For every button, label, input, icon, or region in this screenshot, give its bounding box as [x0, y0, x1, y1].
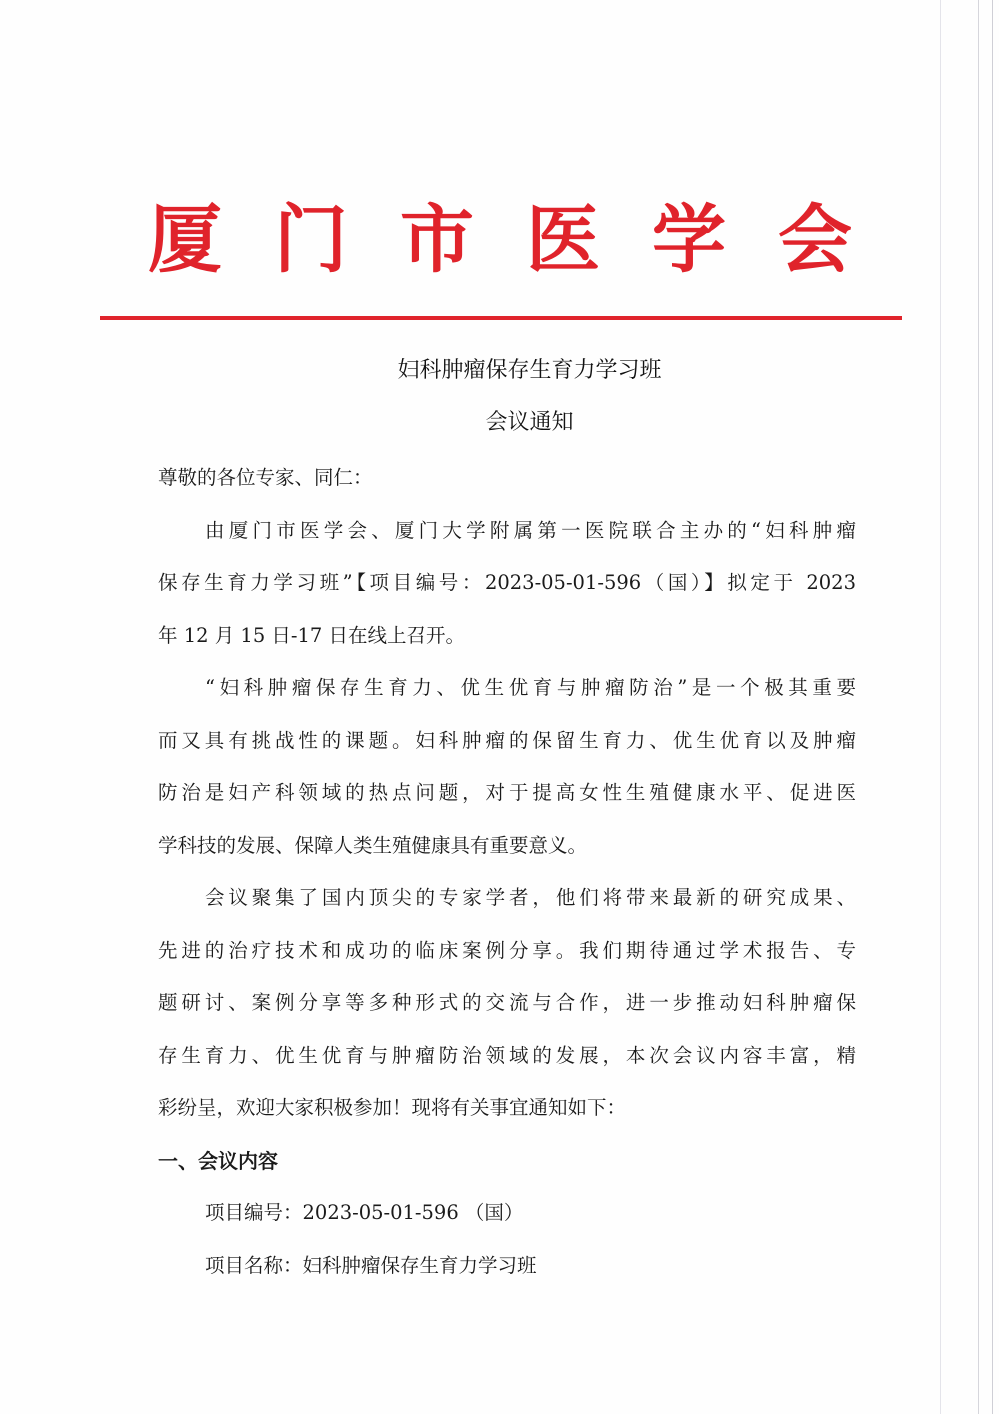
paragraph-line: 由厦门市医学会、厦门大学附属第一医院联合主办的“妇科肿瘤: [205, 518, 856, 542]
paragraph-line: 彩纷呈，欢迎大家积极参加！现将有关事宜通知如下：: [158, 1096, 627, 1119]
project-name: 项目名称：妇科肿瘤保存生育力学习班: [205, 1253, 537, 1277]
paragraph-line: “妇科肿瘤保存生育力、优生优育与肿瘤防治”是一个极其重要: [205, 676, 856, 699]
letterhead-char: 会: [778, 197, 852, 283]
letterhead-org-name: [140, 195, 860, 285]
scan-edge-line: [992, 0, 993, 1414]
letterhead-char: 医: [526, 197, 600, 283]
paragraph-line: 先进的治疗技术和成功的临床案例分享。我们期待通过学术报告、专: [158, 938, 856, 962]
project-number: 项目编号：2023-05-01-596 （国）: [205, 1201, 524, 1224]
document-title: 妇科肿瘤保存生育力学习班: [397, 358, 662, 383]
paragraph-line: 年 12 月 15 日-17 日在线上召开。: [158, 623, 466, 647]
section-heading: 一、会议内容: [158, 1148, 278, 1173]
letterhead-red-rule: [100, 316, 902, 320]
letterhead-char: 市: [400, 197, 474, 283]
paragraph-line: 学科技的发展、保障人类生殖健康具有重要意义。: [158, 833, 588, 857]
scan-edge-line: [940, 0, 941, 1414]
paragraph-line: 防治是妇产科领域的热点问题，对于提高女性生殖健康水平、促进医: [158, 781, 856, 804]
paragraph-line: 存生育力、优生优育与肿瘤防治领域的发展，本次会议内容丰富，精: [158, 1043, 856, 1067]
salutation: 尊敬的各位专家、同仁：: [158, 466, 373, 489]
scan-edge-line: [978, 0, 979, 1414]
paragraph-line: 题研讨、案例分享等多种形式的交流与合作，进一步推动妇科肿瘤保: [158, 991, 856, 1014]
letterhead-char: 门: [274, 197, 348, 283]
paragraph-line: 会议聚集了国内顶尖的专家学者，他们将带来最新的研究成果、: [205, 886, 856, 909]
letterhead-char: 厦: [148, 197, 222, 283]
paragraph-line: 保存生育力学习班”【项目编号：2023-05-01-596（国）】拟定于 2023: [158, 571, 856, 594]
document-subtitle: 会议通知: [485, 410, 574, 435]
paragraph-line: 而又具有挑战性的课题。妇科肿瘤的保留生育力、优生优育以及肿瘤: [158, 728, 856, 752]
letterhead-char: 学: [652, 197, 726, 283]
document-body: [158, 452, 856, 1292]
